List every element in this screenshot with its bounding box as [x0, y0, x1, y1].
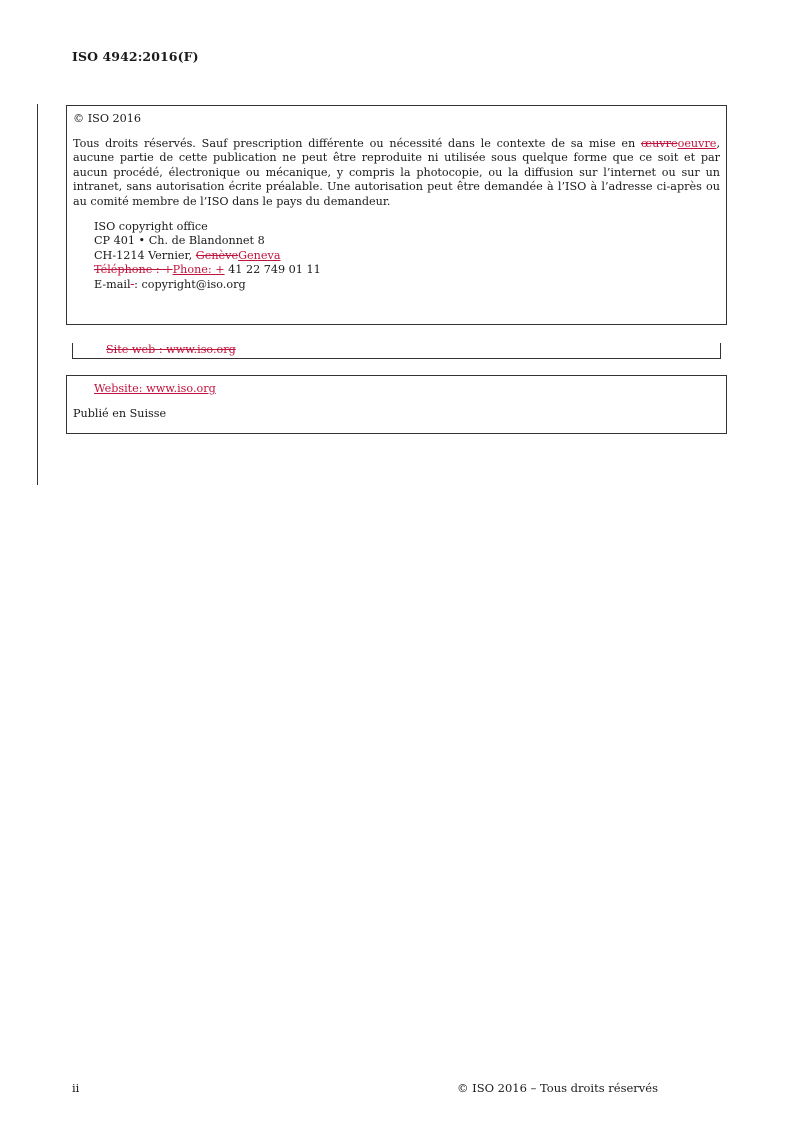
page-number: ii	[72, 1081, 80, 1095]
deleted-website-box	[72, 343, 721, 359]
city-prefix: CH-1214 Vernier,	[94, 248, 196, 262]
copyright-line: © ISO 2016	[73, 112, 142, 125]
rights-paragraph	[73, 137, 720, 210]
inserted-word: oeuvre	[677, 136, 717, 150]
copyright-notice-box	[66, 105, 727, 325]
deleted-word: œuvre	[641, 136, 678, 150]
office-phone	[94, 263, 720, 278]
email-prefix: E-mail	[94, 277, 131, 291]
office-address-block	[73, 220, 720, 293]
city-inserted: Geneva	[238, 248, 281, 262]
deleted-site-line: Site web : www.iso.org	[106, 343, 236, 356]
phone-number: 41 22 749 01 11	[224, 263, 321, 277]
email-rest: : copyright@iso.org	[134, 277, 246, 291]
phone-inserted: Phone: +	[172, 263, 225, 277]
office-address: CP 401 • Ch. de Blandonnet 8	[94, 234, 265, 248]
website-box	[66, 375, 727, 434]
website-line	[73, 382, 720, 397]
office-email	[94, 278, 720, 293]
phone-deleted: Téléphone : +	[94, 263, 173, 277]
city-deleted: Genève	[195, 248, 239, 262]
document-id-header: ISO 4942:2016(F)	[72, 49, 199, 64]
office-city	[94, 249, 720, 264]
website-inserted: Website: www.iso.org	[94, 382, 216, 395]
published-line: Publié en Suisse	[73, 406, 167, 420]
footer-rights: © ISO 2016 – Tous droits réservés	[457, 1081, 659, 1095]
change-bar	[37, 104, 38, 485]
office-name: ISO copyright office	[94, 219, 208, 233]
rights-text-after: , aucune partie de cette publication ne peut être reproduite ni utilisée sous quelque forme que ce soit et par aucun procédé, électronique ou mécanique, y compris la photocopie, ou la diffusion sur l’internet ou sur un intranet, sans autorisation écrite préalable. Une autorisation peut être demandée à l’ISO à l’adresse ci-après ou au comité membre de l’ISO dans le pays du demandeur.	[73, 136, 720, 208]
rights-text-before: Tous droits réservés. Sauf prescription différente ou nécessité dans le contexte de sa mise en	[73, 136, 642, 150]
